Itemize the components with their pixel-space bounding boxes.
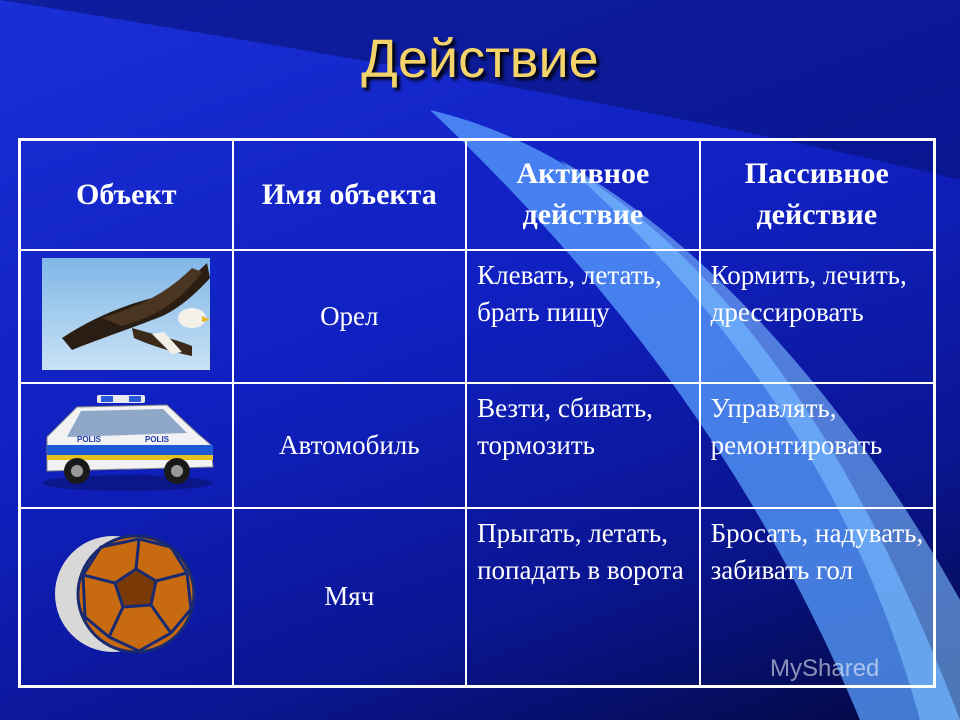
passive-action: Бросать, надувать, забивать гол	[700, 508, 935, 687]
watermark: MyShared	[770, 655, 880, 682]
police-car-image	[37, 393, 215, 493]
active-action: Прыгать, летать, попадать в ворота	[466, 508, 700, 687]
header-active: Активное действие	[466, 140, 700, 250]
header-name: Имя объекта	[233, 140, 467, 250]
object-name: Мяч	[233, 508, 467, 687]
actions-table	[18, 138, 936, 688]
active-action: Клевать, летать, брать пищу	[466, 250, 700, 384]
passive-action: Управлять, ремонтировать	[700, 383, 935, 508]
header-passive: Пассивное действие	[700, 140, 935, 250]
car-label-right: POLIS	[145, 434, 170, 444]
slide-title: Действие	[361, 29, 599, 89]
ball-image	[51, 529, 201, 659]
car-image-cell	[20, 383, 233, 508]
table-row	[20, 250, 935, 384]
object-name: Орел	[233, 250, 467, 384]
table-header-row	[20, 140, 935, 250]
header-object: Объект	[20, 140, 233, 250]
eagle-image-cell	[20, 250, 233, 384]
car-label-left: POLIS	[77, 434, 102, 444]
active-action: Везти, сбивать, тормозить	[466, 383, 700, 508]
object-name: Автомобиль	[233, 383, 467, 508]
passive-action: Кормить, лечить, дрессировать	[700, 250, 935, 384]
table-row	[20, 383, 935, 508]
eagle-image	[42, 258, 210, 370]
ball-image-cell	[20, 508, 233, 687]
